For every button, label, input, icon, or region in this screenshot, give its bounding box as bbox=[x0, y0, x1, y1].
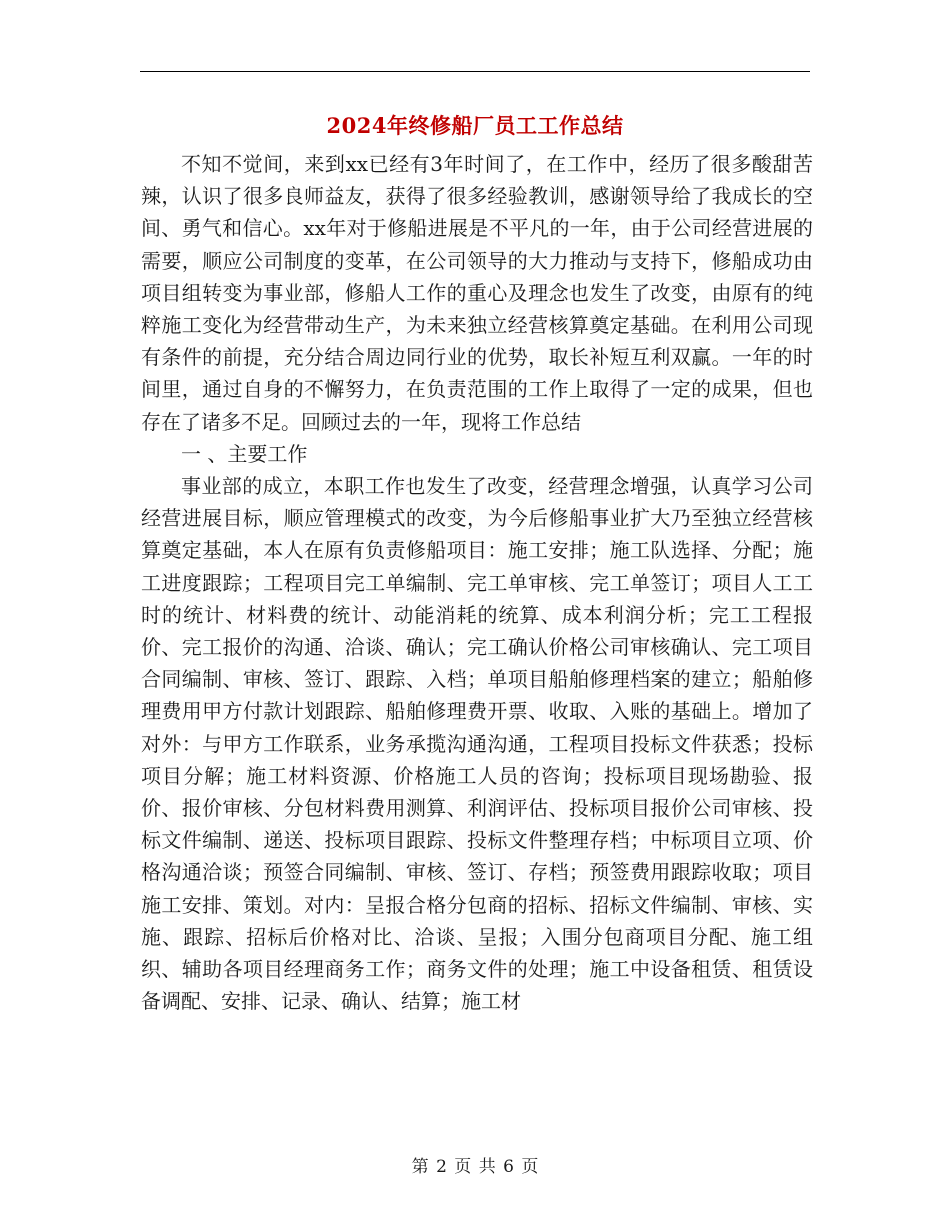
document-title: 2024年终修船厂员工工作总结 bbox=[326, 113, 624, 138]
document-body bbox=[141, 148, 813, 1017]
work-paragraph: 事业部的成立，本职工作也发生了改变，经营理念增强，认真学习公司经营进展目标，顺应管理模式的改变，为今后修船事业扩大乃至独立经营核算奠定基础，本人在原有负责修船项目：施工安排；施工队选择、分配；施工进度跟踪；工程项目完工单编制、完工单审核、完工单签订；项目人工工时的统计、材料费的统计、动能消耗的统算、成本利润分析；完工工程报价、完工报价的沟通、洽谈、确认；完工确认价格公司审核确认、完工项目合同编制、审核、签订、跟踪、入档；单项目船舶修理档案的建立；船舶修理费用甲方付款计划跟踪、船舶修理费开票、收取、入账的基础上。增加了对外：与甲方工作联系，业务承揽沟通沟通，工程项目投标文件获悉；投标项目分解；施工材料资源、价格施工人员的咨询；投标项目现场勘验、报价、报价审核、分包材料费用测算、利润评估、投标项目报价公司审核、投标文件编制、递送、投标项目跟踪、投标文件整理存档；中标项目立项、价格沟通洽谈；预签合同编制、审核、签订、存档；预签费用跟踪收取；项目施工安排、策划。对内：呈报合格分包商的招标、招标文件编制、审核、实施、跟踪、招标后价格对比、洽谈、呈报；入围分包商项目分配、施工组织、辅助各项目经理商务工作；商务文件的处理；施工中设备租赁、租赁设备调配、安排、记录、确认、结算；施工材 bbox=[141, 474, 813, 1014]
header-rule bbox=[140, 71, 810, 72]
intro-paragraph: 不知不觉间，来到xx已经有3年时间了，在工作中，经历了很多酸甜苦辣，认识了很多良师益友，获得了很多经验教训，感谢领导给了我成长的空间、勇气和信心。xx年对于修船进展是不平凡的一年，由于公司经营进展的需要，顺应公司制度的变革，在公司领导的大力推动与支持下，修船成功由项目组转变为事业部，修船人工作的重心及理念也发生了改变，由原有的纯粹施工变化为经营带动生产，为未来独立经营核算奠定基础。在利用公司现有条件的前提，充分结合周边同行业的优势，取长补短互利双赢。一年的时间里，通过自身的不懈努力，在负责范围的工作上取得了一定的成果，但也存在了诸多不足。回顾过去的一年，现将工作总结 bbox=[141, 152, 813, 434]
section-heading: 一 、主要工作 bbox=[181, 441, 308, 466]
page-number: 第 2 页 共 6 页 bbox=[411, 1157, 539, 1177]
